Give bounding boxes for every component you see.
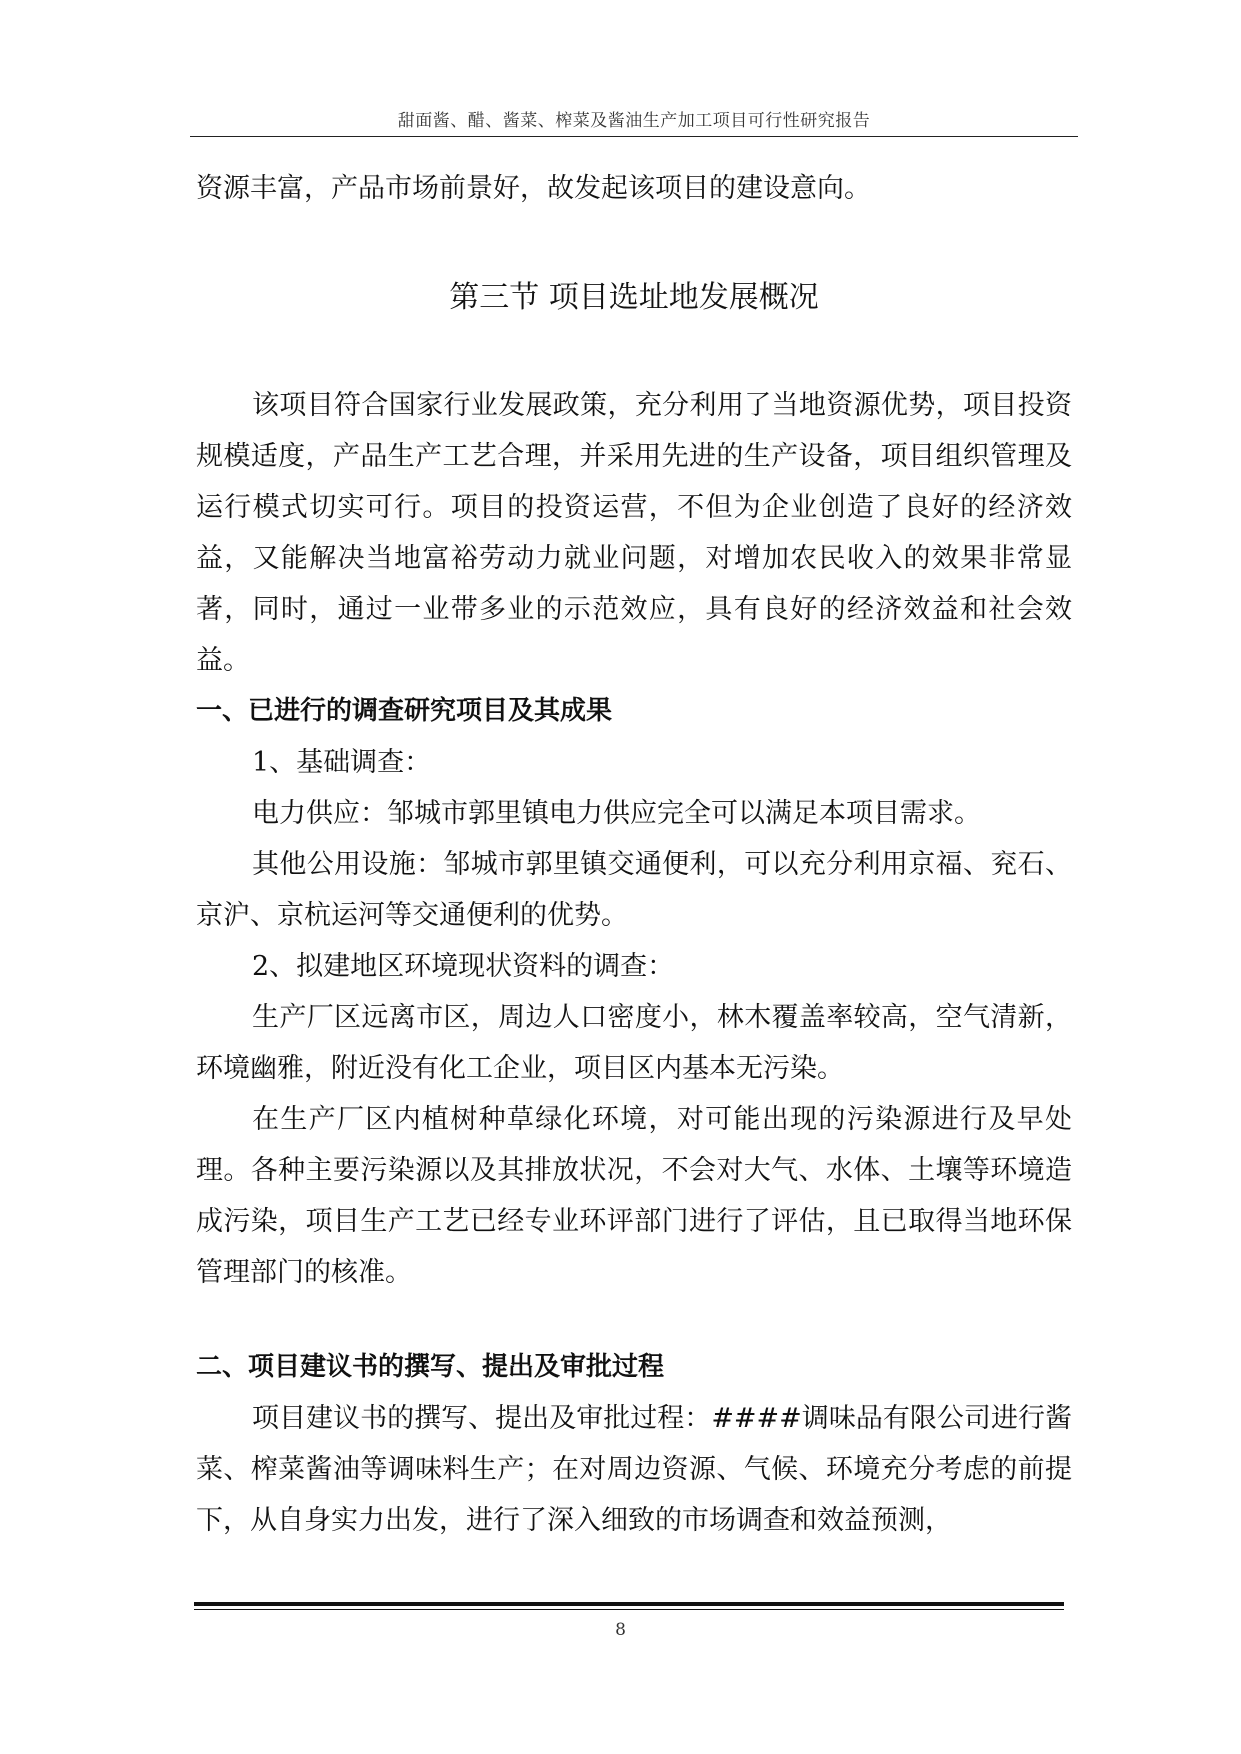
- heading-surveys: 一、已进行的调查研究项目及其成果: [196, 696, 613, 726]
- subheading-basic-survey: 1、基础调查：: [252, 747, 432, 778]
- intro-paragraph: 该项目符合国家行业发展政策，充分利用了当地资源优势，项目投资规模适度，产品生产工艺合理，并采用先进的生产设备，项目组织管理及运行模式切实可行。项目的投资运营，不但为企业创造了良好的经济效益，又能解决当地富裕劳动力就业问题，对增加农民收入的效果非常显著，同时，通过一业带多业的示范效应，具有良好的经济效益和社会效益。: [196, 390, 1072, 676]
- page-number: 8: [615, 1620, 626, 1640]
- environment-paragraph-2: 在生产厂区内植树种草绿化环境，对可能出现的污染源进行及早处理。各种主要污染源以及其排放状况，不会对大气、水体、土壤等环境造成污染，项目生产工艺已经专业环评部门进行了评估，且已取得当地环保管理部门的核准。: [196, 1104, 1072, 1288]
- footer-rule-thin: [194, 1609, 1064, 1610]
- proposal-paragraph: 项目建议书的撰写、提出及审批过程：####调味品有限公司进行酱菜、榨菜酱油等调味料生产；在对周边资源、气候、环境充分考虑的前提下，从自身实力出发，进行了深入细致的市场调查和效益预测，: [196, 1403, 1072, 1536]
- public-utilities-paragraph: 其他公用设施：邹城市郭里镇交通便利，可以充分利用京福、兖石、京沪、京杭运河等交通便利的优势。: [196, 849, 1072, 931]
- environment-paragraph-1: 生产厂区远离市区，周边人口密度小，林木覆盖率较高，空气清新，环境幽雅，附近没有化工企业，项目区内基本无污染。: [196, 1002, 1072, 1084]
- heading-proposal: 二、项目建议书的撰写、提出及审批过程: [196, 1352, 665, 1382]
- section-title-block: [196, 214, 1072, 380]
- page-body: [196, 163, 1072, 1546]
- header-title: 甜面酱、醋、酱菜、榨菜及酱油生产加工项目可行性研究报告: [397, 111, 871, 131]
- section-title: 第三节 项目选址地发展概况: [449, 280, 819, 315]
- subheading-environment-survey: 2、拟建地区环境现状资料的调查：: [252, 951, 675, 982]
- continuation-paragraph: 资源丰富，产品市场前景好，故发起该项目的建设意向。: [196, 173, 871, 204]
- power-supply-paragraph: 电力供应：邹城市郭里镇电力供应完全可以满足本项目需求。: [252, 798, 981, 829]
- footer-rule-thick: [194, 1602, 1064, 1606]
- page-header: [190, 104, 1078, 137]
